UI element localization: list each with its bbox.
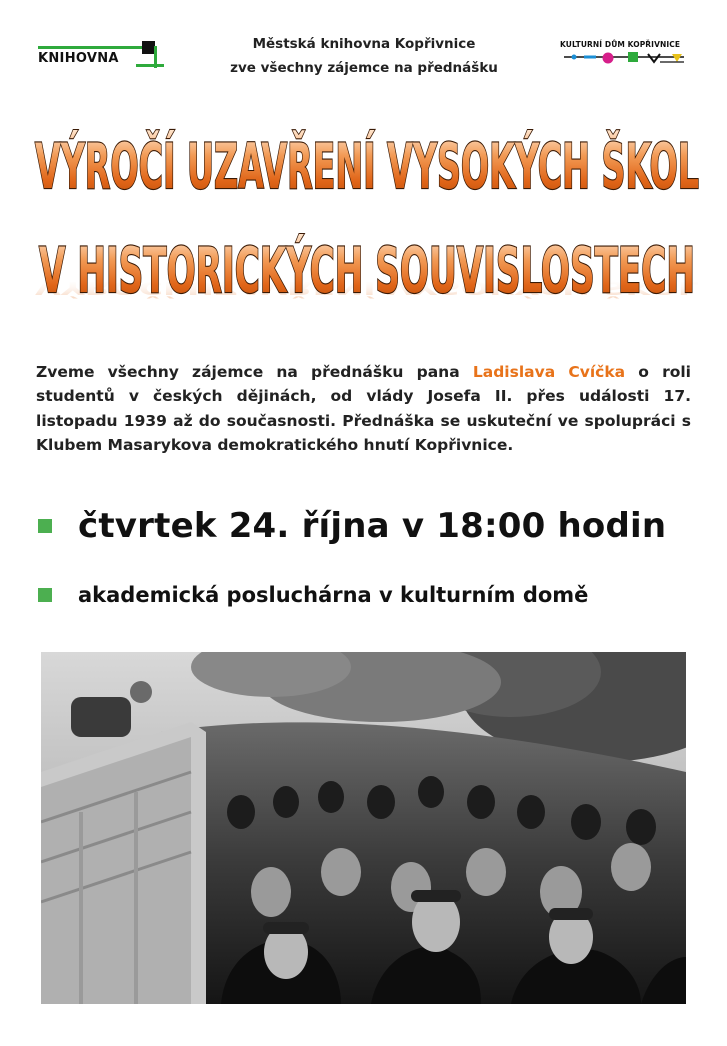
knihovna-logo — [38, 42, 166, 70]
date-time-item — [38, 506, 666, 546]
logo-green-bar — [136, 64, 164, 67]
headline-line2: V HISTORICKÝCH SOUVISLOSTECH — [39, 234, 695, 307]
date-time-text: čtvrtek 24. října v 18:00 hodin — [78, 506, 667, 546]
intro-text-start: Zveme všechny zájemce na přednášku pana — [36, 363, 473, 381]
headline — [22, 120, 712, 335]
intro-text-end: o roli studentů v českých dějinách, od vlády Josefa II. přes události 17. listopadu 1939 až do současnosti. Přednáška se uskuteční ve spolupráci s Klubem Masarykova demokratického hnutí Kopřivnice. — [36, 363, 691, 454]
venue-item — [38, 583, 588, 607]
speaker-name: Ladislava Cvíčka — [472, 363, 626, 381]
green-bullet-icon — [38, 519, 52, 533]
header-invitation — [190, 32, 538, 80]
historical-crowd-photo — [41, 652, 686, 1004]
kulturni-dum-logo-symbols — [560, 49, 690, 71]
logo-green-bar — [38, 46, 142, 49]
invitation-line: zve všechny zájemce na přednášku — [230, 60, 498, 76]
library-name: Městská knihovna Kopřivnice — [252, 36, 476, 52]
headline-line1-reflection: VÝROČÍ UZAVŘENÍ VYSOKÝCH ŠKOL — [34, 277, 700, 299]
headline-graphic — [22, 120, 712, 335]
knihovna-logo-text: KNIHOVNA — [38, 51, 119, 66]
crowd-photo-graphic — [41, 652, 686, 1004]
venue-text: akademická posluchárna v kulturním domě — [78, 583, 589, 607]
headline-line1: VÝROČÍ UZAVŘENÍ VYSOKÝCH ŠKOL — [35, 130, 699, 203]
green-bullet-icon — [38, 588, 52, 602]
intro-paragraph — [36, 360, 691, 457]
kulturni-dum-logo-text: KULTURNÍ DŮM KOPŘIVNICE — [560, 40, 681, 49]
kulturni-dum-logo — [560, 38, 690, 72]
